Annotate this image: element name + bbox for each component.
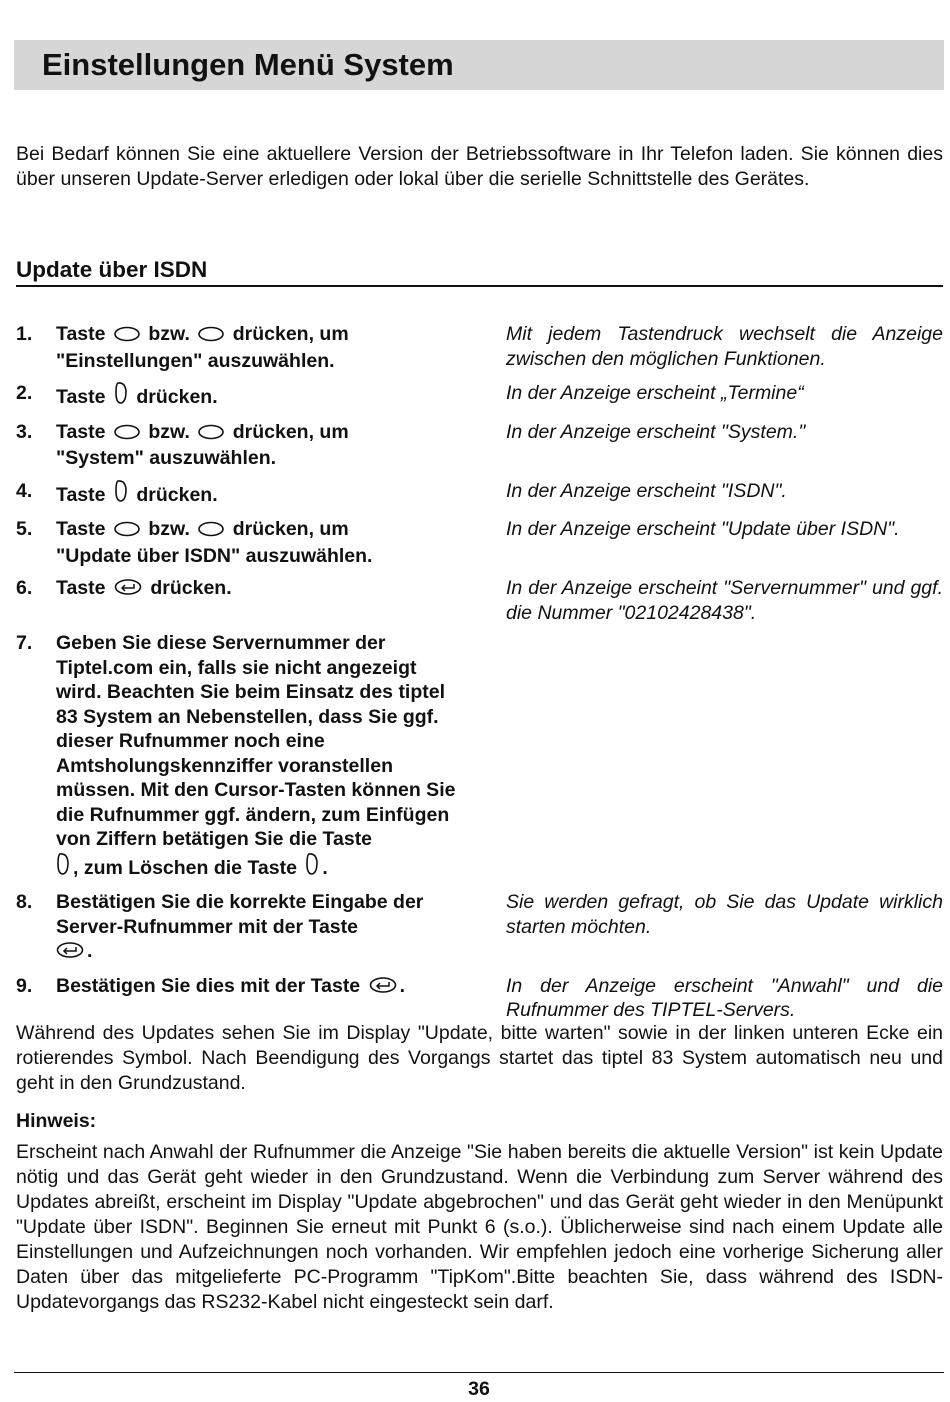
step-1: [16, 322, 946, 373]
footer-divider: [14, 1372, 944, 1373]
step-text: Taste: [56, 420, 106, 443]
step-number: 4.: [16, 479, 33, 502]
step-number: 3.: [16, 420, 33, 443]
step-instruction: [56, 479, 456, 510]
step-text: drücken.: [136, 483, 218, 506]
step-text: drücken.: [136, 386, 218, 408]
enter-key-icon: [369, 976, 397, 1001]
oval-key-icon: [114, 324, 140, 349]
hinweis-heading: Hinweis:: [16, 1110, 97, 1132]
page-title: Einstellungen Menü System: [42, 47, 454, 82]
enter-key-icon: [56, 941, 84, 966]
step-note: In der Anzeige erscheint "Update über ISDN".: [506, 518, 900, 540]
step-note: Sie werden gefragt, ob Sie das Update wirklich starten möchten.: [506, 891, 943, 938]
step-text: "System" auszuwählen.: [56, 447, 277, 469]
step-number: 8.: [16, 891, 33, 913]
step-8: [16, 890, 946, 966]
step-4: [16, 479, 946, 510]
side-key-icon: [114, 479, 128, 510]
step-text: .: [322, 856, 328, 879]
step-note: Mit jedem Tastendruck wechselt die Anzeige zwischen den möglichen Funktionen.: [506, 323, 943, 370]
step-text: Taste: [56, 483, 106, 506]
step-number: 9.: [16, 974, 33, 997]
step-instruction: [56, 517, 456, 568]
step-text: .: [87, 940, 93, 962]
step-number: 2.: [16, 382, 33, 404]
step-note: In der Anzeige erscheint "ISDN".: [506, 479, 787, 502]
step-text: bzw.: [148, 323, 190, 345]
step-instruction: [56, 576, 456, 625]
step-5: [16, 517, 946, 568]
steps-list: [16, 322, 946, 1031]
step-3: [16, 420, 946, 471]
step-note: In der Anzeige erscheint "System.": [506, 420, 806, 443]
step-instruction: [56, 890, 456, 966]
step-text: drücken, um: [232, 518, 349, 540]
oval-key-icon: [198, 324, 224, 349]
step-instruction: [56, 974, 456, 1023]
step-text: drücken, um: [232, 323, 349, 345]
step-text: , zum Löschen die Taste: [73, 856, 297, 879]
step-text: Taste: [56, 386, 106, 408]
page-number: 36: [468, 1378, 490, 1400]
step-note: [506, 631, 943, 882]
after-paragraph: Während des Updates sehen Sie im Display "Update, bitte warten" sowie in der linken unteren Ecke ein rotierendes Symbol. Nach Beendigung des Vorgangs startet das tiptel 83 System automatisch neu und geht in den Grundzustand.: [16, 1022, 943, 1094]
step-text: bzw.: [148, 518, 190, 540]
oval-key-icon: [198, 422, 224, 447]
hinweis-paragraph: Erscheint nach Anwahl der Rufnummer die Anzeige "Sie haben bereits die aktuelle Version" ist kein Update nötig und das Gerät geht wieder in den Grundzustand. Wenn die Verbindung zum Server während des Updates abreißt, erscheint im Display "Update abgebrochen" und das Gerät geht wieder in den Menüpunkt "Update über ISDN". Beginnen Sie erneut mit Punkt 6 (s.o.). Üblicherweise sind nach einem Update alle Einstellungen und Aufzeichnungen noch vorhanden. Wir empfehlen jedoch eine vorherige Sicherung aller Daten über das mitgelieferte PC-Programm "TipKom".Bitte beachten Sie, dass während des ISDN-Updatevorgangs das RS232-Kabel nicht eingesteckt sein darf.: [16, 1141, 943, 1313]
intro-paragraph: Bei Bedarf können Sie eine aktuellere Version der Betriebssoftware in Ihr Telefon laden. Sie können dies über unseren Update-Server erledigen oder lokal über die serielle Schnittstelle des Gerätes.: [16, 143, 943, 190]
enter-key-icon: [114, 578, 142, 603]
step-text: Taste: [56, 323, 106, 345]
step-instruction: [56, 381, 456, 412]
step-text: .: [399, 974, 405, 997]
step-number: 5.: [16, 518, 33, 540]
section-heading: Update über ISDN: [16, 256, 943, 287]
step-instruction: [56, 322, 456, 373]
step-text: "Update über ISDN" auszuwählen.: [56, 544, 373, 567]
step-text: Bestätigen Sie dies mit der Taste: [56, 974, 361, 997]
step-note: In der Anzeige erscheint "Anwahl" und die Rufnummer des TIPTEL-Servers.: [506, 974, 943, 1021]
side-key-icon: [56, 852, 70, 883]
step-instruction: [56, 420, 456, 471]
step-text: Bestätigen Sie die korrekte Eingabe der Server-Rufnummer mit der Taste: [56, 891, 424, 938]
oval-key-icon: [198, 519, 224, 544]
step-text: Taste: [56, 518, 106, 540]
step-number: 7.: [16, 632, 33, 654]
side-key-icon: [305, 852, 319, 883]
oval-key-icon: [114, 519, 140, 544]
step-note: In der Anzeige erscheint "Servernummer" und ggf. die Nummer "02102428438".: [506, 577, 943, 624]
step-number: 1.: [16, 323, 33, 345]
step-text: "Einstellungen" auszuwählen.: [56, 349, 335, 372]
step-6: [16, 576, 946, 625]
step-7: [16, 631, 946, 882]
step-note: In der Anzeige erscheint „Termine“: [506, 382, 804, 404]
step-text: Taste: [56, 577, 106, 599]
step-text: bzw.: [148, 420, 190, 443]
step-text: drücken.: [150, 577, 232, 599]
title-bar: [14, 40, 944, 90]
oval-key-icon: [114, 422, 140, 447]
step-text: Geben Sie diese Servernummer der Tiptel.com ein, falls sie nicht angezeigt wird. Beachten Sie beim Einsatz des tiptel 83 System an Nebenstellen, dass Sie ggf. dieser Rufnummer noch eine Amtsholungskennziffer voranstellen müssen. Mit den Cursor-Tasten können Sie die Rufnummer ggf. ändern, zum Einfügen von Ziffern betätigen Sie die Taste: [56, 632, 456, 850]
step-number: 6.: [16, 577, 33, 599]
side-key-icon: [114, 381, 128, 412]
step-instruction: [56, 631, 456, 882]
step-2: [16, 381, 946, 412]
step-9: [16, 974, 946, 1023]
step-text: drücken, um: [232, 420, 349, 443]
